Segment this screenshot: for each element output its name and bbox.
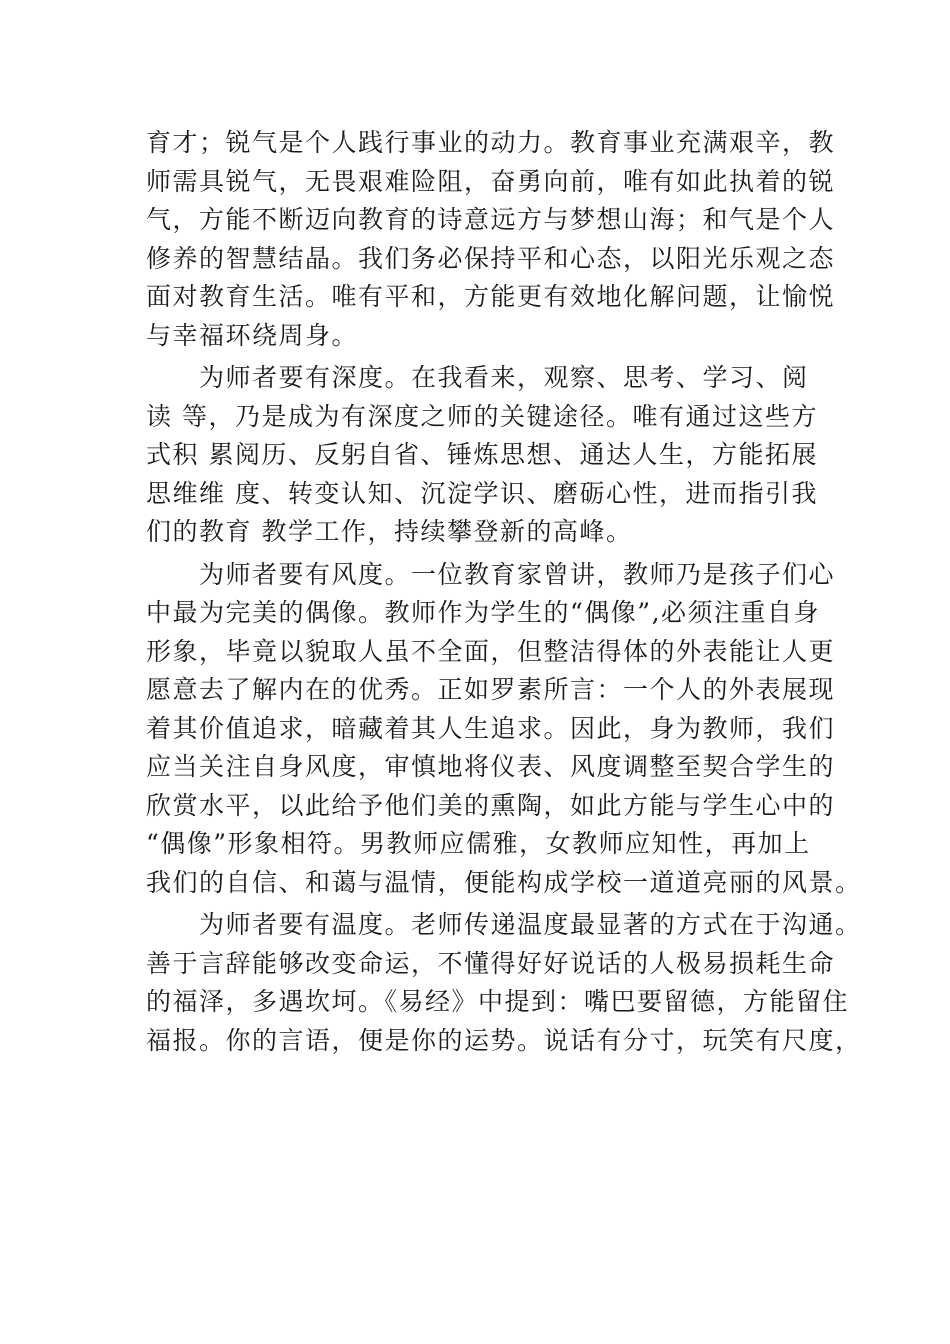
text-line: 为师者要有风度。一位教育家曾讲，教师乃是孩子们心	[146, 559, 836, 589]
text-line: 面对教育生活。唯有平和，方能更有效地化解问题，让愉悦	[146, 282, 836, 311]
text-line: 读 等，乃是成为有深度之师的关键途径。唯有通过这些方	[146, 401, 818, 431]
text-line: 们的教育 教学工作，持续攀登新的高峰。	[146, 517, 633, 546]
text-line: 欣赏水平，以此给予他们美的熏陶，如此方能与学生心中的	[146, 790, 836, 820]
text-line: 师需具锐气，无畏艰难险阻，奋勇向前，唯有如此执着的锐	[146, 166, 836, 196]
text-line: 应当关注自身风度，审慎地将仪表、风度调整至契合学生的	[146, 752, 836, 781]
text-line: 善于言辞能够改变命运，不懂得好好说话的人极易损耗生命	[146, 948, 836, 978]
text-line: 气，方能不断迈向教育的诗意远方与梦想山海；和气是个人	[146, 205, 836, 234]
text-line: 我们的自信、和蔼与温情，便能构成学校一道道亮丽的风景。	[146, 867, 862, 897]
text-line: 式积 累阅历、反躬自省、锤炼思想、通达人生，方能拓展	[146, 440, 818, 469]
text-line: 的福泽，多遇坎坷。《易经》中提到：嘴巴要留德，方能留住	[146, 987, 850, 1016]
document-body	[146, 124, 862, 1060]
paragraph	[146, 359, 836, 552]
text-line: 与幸福环绕周身。	[146, 320, 359, 350]
text-line: 思维维 度、转变认知、沉淀学识、磨砺心性，进而指引我	[146, 478, 818, 508]
text-line: 形象，毕竟以貌取人虽不全面，但整洁得体的外表能让人更	[146, 636, 836, 666]
text-line: 愿意去了解内在的优秀。正如罗素所言：一个人的外表展现	[146, 675, 836, 704]
paragraph	[146, 124, 836, 355]
text-line: 为师者要有深度。在我看来，观察、思考、学习、阅	[146, 363, 809, 392]
text-line: 修养的智慧结晶。我们务必保持平和心态，以阳光乐观之态	[146, 243, 836, 273]
text-line: “偶像”形象相符。男教师应儒雅，女教师应知性，再加上	[146, 829, 811, 858]
paragraph	[146, 556, 862, 903]
text-line: 育才；锐气是个人践行事业的动力。教育事业充满艰辛，教	[146, 128, 836, 157]
text-line: 着其价值追求，暗藏着其人生追求。因此，身为教师，我们	[146, 713, 836, 743]
text-line: 中最为完美的偶像。教师作为学生的“偶像”,必须注重自身	[146, 598, 821, 627]
paragraph	[146, 906, 862, 1060]
text-line: 福报。你的言语，便是你的运势。说话有分寸，玩笑有尺度，	[146, 1025, 862, 1055]
text-line: 为师者要有温度。老师传递温度最显著的方式在于沟通。	[146, 910, 862, 939]
